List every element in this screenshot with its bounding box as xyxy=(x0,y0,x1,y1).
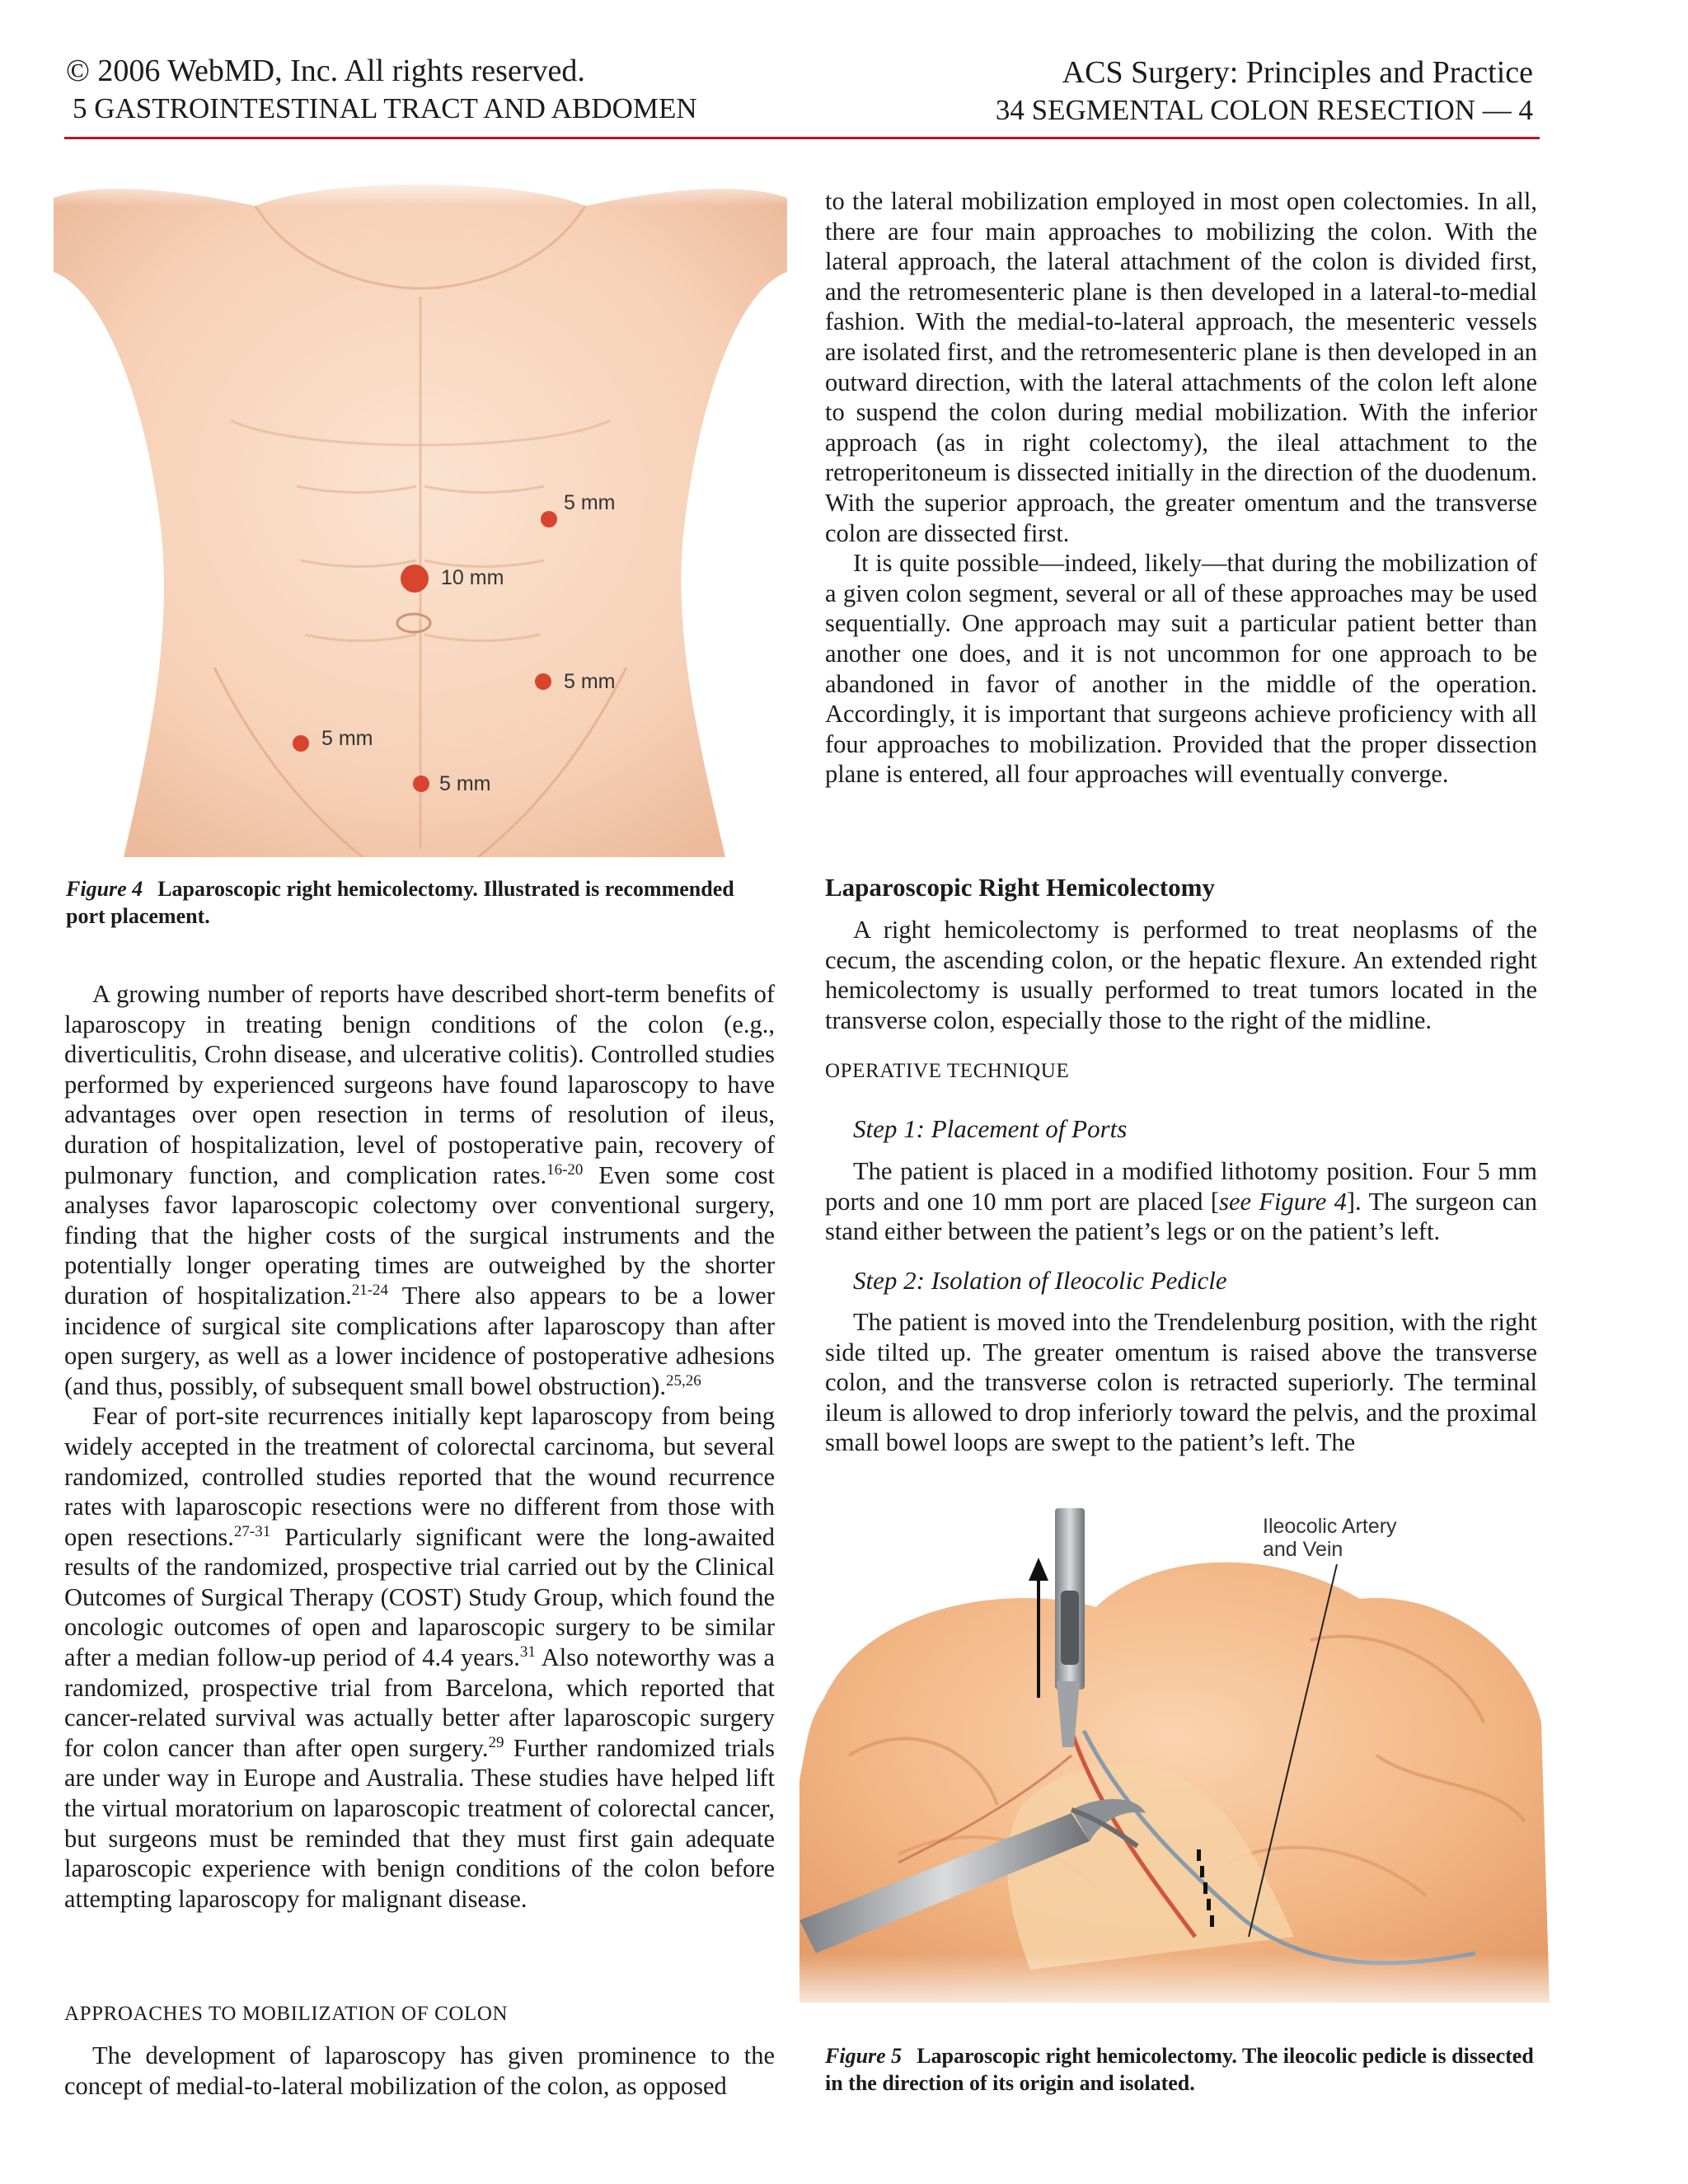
port-label: 5 mm xyxy=(321,727,373,750)
header-copyright: © 2006 WebMD, Inc. All rights reserved. xyxy=(66,54,585,88)
port-label: 10 mm xyxy=(441,566,504,589)
figure-5-caption xyxy=(825,2042,1534,2097)
paragraph: The development of laparoscopy has given prominence to the concept of medial-to-lateral mobilization of the colon, as opposed xyxy=(64,2041,775,2100)
port-5mm-left xyxy=(293,735,309,752)
paragraph: A right hemicolectomy is performed to treat neoplasms of the cecum, the ascending colon, or the hepatic flexure. An extended right hemicolectomy is usually performed to treat tumors located in the transverse colon, especially those to the right of the midline. xyxy=(825,916,1537,1034)
paragraph: It is quite possible—indeed, likely—that during the mobilization of a given colon segment, several or all of these approaches may be used sequentially. One approach may suit a particular patient better than another one does, and it is not uncommon for one approach to be abandoned in favor of another in the middle of the operation. Accordingly, it is important that surgeons achieve proficiency with all four approaches to mobilization. Provided that the proper dissection plane is entered, all four approaches will eventually converge. xyxy=(825,549,1537,789)
port-5mm-lower xyxy=(413,776,429,792)
port-label: 5 mm xyxy=(439,772,491,795)
port-5mm-upper-right xyxy=(541,511,557,527)
header-book-title: ACS Surgery: Principles and Practice xyxy=(1062,55,1533,90)
header-chapter: 34 SEGMENTAL COLON RESECTION — 4 xyxy=(995,94,1533,126)
figure-5-label-line1: Ileocolic Artery xyxy=(1263,1515,1397,1538)
port-10mm xyxy=(401,565,429,593)
figure-5-illustration xyxy=(799,1508,1550,2019)
paragraph: The patient is moved into the Trendelenburg position, with the right side tilted up. The greater omentum is raised above the transverse colon, and the transverse colon is retracted superiorly. The terminal ileum is allowed to drop inferiorly toward the pelvis, and the proximal small bowel loops are swept to the patient’s left. The xyxy=(825,1308,1537,1457)
section-heading-approaches: APPROACHES TO MOBILIZATION OF COLON xyxy=(64,2003,509,2025)
subheading-operative-technique: OPERATIVE TECHNIQUE xyxy=(825,1060,1070,1082)
figure-4-caption xyxy=(66,875,750,930)
port-5mm-right-mid xyxy=(535,673,551,690)
right-column-text xyxy=(825,186,1537,790)
header-rule xyxy=(64,137,1540,139)
right-column-step-1-text xyxy=(825,1156,1537,1247)
figure-5-label: Figure 5 xyxy=(825,2044,903,2068)
step-2-heading: Step 2: Isolation of Ileocolic Pedicle xyxy=(853,1266,1227,1295)
header-section: 5 GASTROINTESTINAL TRACT AND ABDOMEN xyxy=(73,92,697,124)
right-column-paragraph-intro xyxy=(825,915,1537,1035)
right-column-step-2-text xyxy=(825,1307,1537,1458)
figure-4-illustration xyxy=(49,173,791,857)
figure-4-caption-text: Laparoscopic right hemicolectomy. Illustrated is recommended port placement. xyxy=(66,877,734,928)
paragraph: The patient is placed in a modified lithotomy position. Four 5 mm ports and one 10 mm port are placed [see Figure 4]. The surgeon can stand either between the patient’s legs or on the patient’s left. xyxy=(825,1157,1537,1246)
step-1-heading: Step 1: Placement of Ports xyxy=(853,1114,1128,1143)
figure-4-label: Figure 4 xyxy=(66,877,143,901)
port-label: 5 mm xyxy=(564,491,616,514)
section-heading-right-hemicolectomy: Laparoscopic Right Hemicolectomy xyxy=(825,873,1215,902)
paragraph: Fear of port-site recurrences initially kept laparoscopy from being widely accepted in the treatment of colorectal carcinoma, but several randomized, controlled studies reported that the wound recurrence rates with laparoscopic resections were no different from those with open resections.$^{27-31}$ Particularly significant were the long-awaited results of the randomized, prospective trial carried out by the Clinical Outcomes of Surgical Therapy (COST) Study Group, which found the oncologic outcomes of open and laparoscopic surgery to be similar after a median follow-up period of 4.4 years.$^{31}$ Also noteworthy was a randomized, prospective trial from Barcelona, which reported that cancer-related survival was actually better after laparoscopic surgery for colon cancer than after open surgery.$^{29}$ Further randomized trials are under way in Europe and Australia. These studies have helped lift the virtual moratorium on laparoscopic treatment of colorectal cancer, but surgeons must be reminded that they must first gain adequate laparoscopic experience with benign conditions of the colon before attempting laparoscopy for malignant disease. xyxy=(64,1402,775,1913)
left-column-final-paragraph xyxy=(64,2041,775,2101)
paragraph: A growing number of reports have described short-term benefits of laparoscopy in treating benign conditions of the colon (e.g., diverticulitis, Crohn disease, and ulcerative colitis). Controlled studies performed by experienced surgeons have found laparoscopy to have advantages over open resection in terms of resolution of ileus, duration of hospitalization, level of postoperative pain, recovery of pulmonary function, and complication rates.$^{16-20}$ Even some cost analyses favor laparoscopic colectomy over conventional surgery, finding that the higher costs of the surgical instruments and the potentially longer operating times are outweighed by the shorter duration of hospitalization.$^{21-24}$ There also appears to be a lower incidence of surgical site complications after laparoscopy than after open surgery, as well as a lower incidence of postoperative adhesions (and thus, possibly, of subsequent small bowel obstruction).$^{25,26}$ xyxy=(64,980,775,1400)
port-label: 5 mm xyxy=(564,670,616,693)
figure-5-label-line2: and Vein xyxy=(1263,1538,1343,1561)
figure-5-caption-text: Laparoscopic right hemicolectomy. The ileocolic pedicle is dissected in the direction of its origin and isolated. xyxy=(825,2044,1534,2095)
paragraph: to the lateral mobilization employed in most open colectomies. In all, there are four main approaches to mobilizing the colon. With the lateral approach, the lateral attachment of the colon is divided first, and the retromesenteric plane is then developed in a lateral-to-medial fashion. With the medial-to-lateral approach, the mesenteric vessels are isolated first, and the retromesenteric plane is then developed in an outward direction, with the lateral attachments of the colon left alone to suspend the colon during medial mobilization. With the inferior approach (as in right colectomy), the ileal attachment to the retroperitoneum is dissected initially in the direction of the duodenum. With the superior approach, the greater omentum and the transverse colon are dissected first. xyxy=(825,187,1537,547)
left-column-text xyxy=(64,979,775,1914)
